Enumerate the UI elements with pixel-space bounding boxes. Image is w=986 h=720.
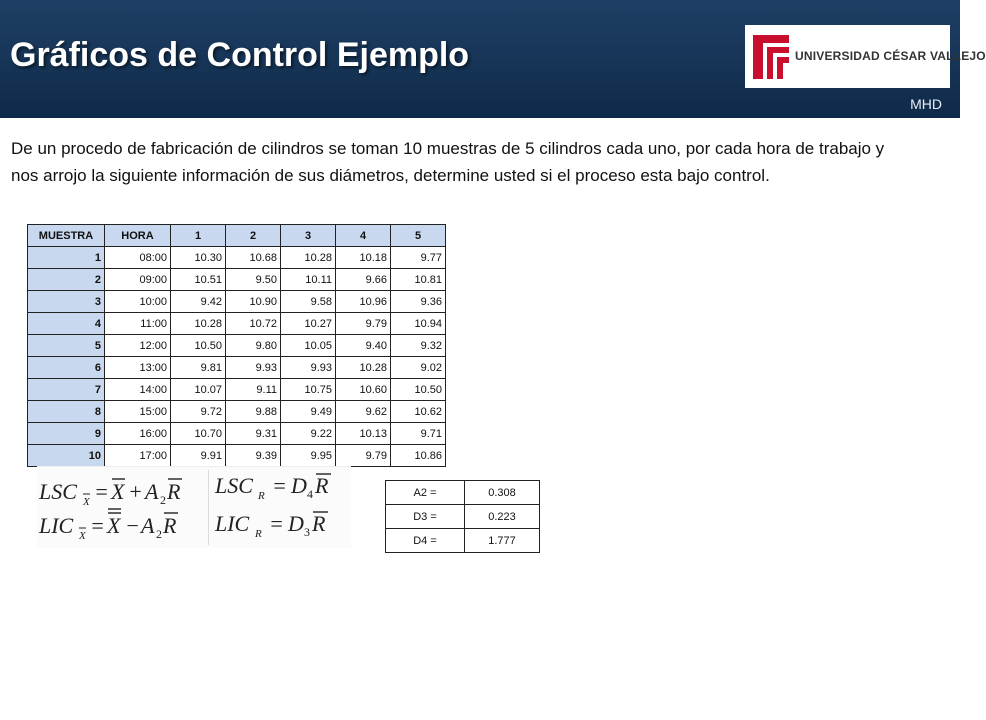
hora-cell: 10:00 <box>105 291 171 313</box>
muestra-cell: 9 <box>28 423 105 445</box>
value-cell-4: 10.18 <box>336 247 391 269</box>
page-title: Gráficos de Control Ejemplo <box>10 36 470 74</box>
constant-value: 1.777 <box>465 529 540 553</box>
column-header-1: 1 <box>171 225 226 247</box>
constant-value: 0.308 <box>465 481 540 505</box>
column-header-4: 4 <box>336 225 391 247</box>
constant-row-a2 <box>386 481 540 505</box>
table-header-row <box>28 225 446 247</box>
constants-table <box>385 480 540 553</box>
value-cell-4: 10.96 <box>336 291 391 313</box>
svg-text:+: + <box>128 479 143 504</box>
value-cell-2: 10.72 <box>226 313 281 335</box>
svg-text:LSC: LSC <box>39 479 77 504</box>
svg-text:D: D <box>291 473 307 498</box>
value-cell-5: 10.81 <box>391 269 446 291</box>
control-limit-formulas <box>37 466 351 548</box>
table-row <box>28 269 446 291</box>
svg-text:D: D <box>288 511 304 536</box>
formula-image <box>37 467 351 548</box>
value-cell-4: 9.66 <box>336 269 391 291</box>
muestra-cell: 7 <box>28 379 105 401</box>
formula-lsc-x <box>38 479 182 508</box>
svg-text:−: − <box>125 513 140 538</box>
svg-text:R: R <box>163 513 177 538</box>
value-cell-4: 10.60 <box>336 379 391 401</box>
table-row <box>28 379 446 401</box>
value-cell-4: 9.79 <box>336 445 391 467</box>
muestra-cell: 6 <box>28 357 105 379</box>
column-header-muestra: MUESTRA <box>28 225 105 247</box>
value-cell-1: 9.72 <box>171 401 226 423</box>
constant-value: 0.223 <box>465 505 540 529</box>
value-cell-1: 10.30 <box>171 247 226 269</box>
value-cell-1: 10.28 <box>171 313 226 335</box>
value-cell-1: 9.81 <box>171 357 226 379</box>
svg-text:2: 2 <box>160 493 166 507</box>
value-cell-3: 10.05 <box>281 335 336 357</box>
value-cell-4: 10.28 <box>336 357 391 379</box>
value-cell-3: 10.27 <box>281 313 336 335</box>
column-header-2: 2 <box>226 225 281 247</box>
hora-cell: 12:00 <box>105 335 171 357</box>
muestra-cell: 1 <box>28 247 105 269</box>
formula-lsc-r <box>214 473 331 502</box>
svg-text:X: X <box>83 496 90 508</box>
svg-text:X: X <box>107 513 121 538</box>
formula-lic-x <box>38 509 178 542</box>
column-header-3: 3 <box>281 225 336 247</box>
logo-wordmark: UNIVERSIDAD CÉSAR VALLEJO <box>795 49 986 63</box>
muestra-cell: 8 <box>28 401 105 423</box>
value-cell-3: 9.58 <box>281 291 336 313</box>
table-row <box>28 401 446 423</box>
muestra-cell: 10 <box>28 445 105 467</box>
hora-cell: 14:00 <box>105 379 171 401</box>
svg-text:=: = <box>94 479 109 504</box>
svg-text:LIC: LIC <box>215 511 250 536</box>
samples-table <box>27 224 446 467</box>
value-cell-4: 9.79 <box>336 313 391 335</box>
value-cell-5: 9.32 <box>391 335 446 357</box>
value-cell-2: 9.31 <box>226 423 281 445</box>
value-cell-5: 10.50 <box>391 379 446 401</box>
column-header-hora: HORA <box>105 225 171 247</box>
value-cell-2: 10.68 <box>226 247 281 269</box>
hora-cell: 11:00 <box>105 313 171 335</box>
svg-text:R: R <box>315 473 329 498</box>
svg-text:X: X <box>111 479 125 504</box>
value-cell-3: 10.75 <box>281 379 336 401</box>
university-logo <box>745 25 986 88</box>
value-cell-5: 9.36 <box>391 291 446 313</box>
value-cell-1: 10.70 <box>171 423 226 445</box>
svg-text:LSC: LSC <box>215 473 253 498</box>
svg-text:LIC: LIC <box>39 513 74 538</box>
constant-label: D4 = <box>386 529 465 553</box>
ucv-emblem-icon <box>751 33 791 81</box>
muestra-cell: 4 <box>28 313 105 335</box>
svg-text:R: R <box>312 511 326 536</box>
value-cell-2: 9.11 <box>226 379 281 401</box>
value-cell-2: 9.88 <box>226 401 281 423</box>
table-row <box>28 291 446 313</box>
muestra-cell: 2 <box>28 269 105 291</box>
formula-divider <box>208 470 209 545</box>
value-cell-2: 9.93 <box>226 357 281 379</box>
svg-text:R: R <box>258 490 265 502</box>
muestra-cell: 5 <box>28 335 105 357</box>
column-header-5: 5 <box>391 225 446 247</box>
svg-text:A: A <box>141 513 155 538</box>
table-row <box>28 445 446 467</box>
svg-text:=: = <box>269 511 284 536</box>
constant-label: A2 = <box>386 481 465 505</box>
value-cell-5: 9.02 <box>391 357 446 379</box>
muestra-cell: 3 <box>28 291 105 313</box>
value-cell-3: 9.49 <box>281 401 336 423</box>
svg-text:4: 4 <box>307 487 313 501</box>
table-row <box>28 423 446 445</box>
svg-text:=: = <box>90 513 105 538</box>
problem-statement: De un procedo de fabricación de cilindros se toman 10 muestras de 5 cilindros cada uno, por cada hora de trabajo y nos arrojo la siguiente información de sus diámetros, determine usted si el proceso esta bajo control. <box>11 139 885 185</box>
table-row <box>28 247 446 269</box>
constant-row-d3 <box>386 505 540 529</box>
value-cell-5: 10.62 <box>391 401 446 423</box>
value-cell-3: 10.28 <box>281 247 336 269</box>
value-cell-3: 10.11 <box>281 269 336 291</box>
hora-cell: 15:00 <box>105 401 171 423</box>
constant-row-d4 <box>386 529 540 553</box>
value-cell-4: 9.62 <box>336 401 391 423</box>
author-initials: MHD <box>910 96 942 112</box>
formula-lic-r <box>214 511 328 540</box>
hora-cell: 13:00 <box>105 357 171 379</box>
value-cell-2: 10.90 <box>226 291 281 313</box>
table-row <box>28 357 446 379</box>
svg-text:X: X <box>79 530 86 542</box>
svg-text:A: A <box>145 479 159 504</box>
table-row <box>28 335 446 357</box>
hora-cell: 17:00 <box>105 445 171 467</box>
value-cell-1: 10.51 <box>171 269 226 291</box>
value-cell-5: 10.86 <box>391 445 446 467</box>
value-cell-5: 9.77 <box>391 247 446 269</box>
value-cell-5: 10.94 <box>391 313 446 335</box>
value-cell-4: 9.40 <box>336 335 391 357</box>
hora-cell: 16:00 <box>105 423 171 445</box>
value-cell-1: 10.07 <box>171 379 226 401</box>
value-cell-1: 9.91 <box>171 445 226 467</box>
hora-cell: 09:00 <box>105 269 171 291</box>
hora-cell: 08:00 <box>105 247 171 269</box>
value-cell-1: 9.42 <box>171 291 226 313</box>
svg-text:R: R <box>255 528 262 540</box>
svg-text:=: = <box>272 473 287 498</box>
constant-label: D3 = <box>386 505 465 529</box>
value-cell-2: 9.39 <box>226 445 281 467</box>
value-cell-2: 9.50 <box>226 269 281 291</box>
table-row <box>28 313 446 335</box>
svg-text:3: 3 <box>304 525 310 539</box>
svg-text:R: R <box>167 479 181 504</box>
value-cell-4: 10.13 <box>336 423 391 445</box>
value-cell-1: 10.50 <box>171 335 226 357</box>
svg-text:2: 2 <box>156 527 162 541</box>
value-cell-2: 9.80 <box>226 335 281 357</box>
value-cell-3: 9.22 <box>281 423 336 445</box>
value-cell-5: 9.71 <box>391 423 446 445</box>
value-cell-3: 9.93 <box>281 357 336 379</box>
value-cell-3: 9.95 <box>281 445 336 467</box>
